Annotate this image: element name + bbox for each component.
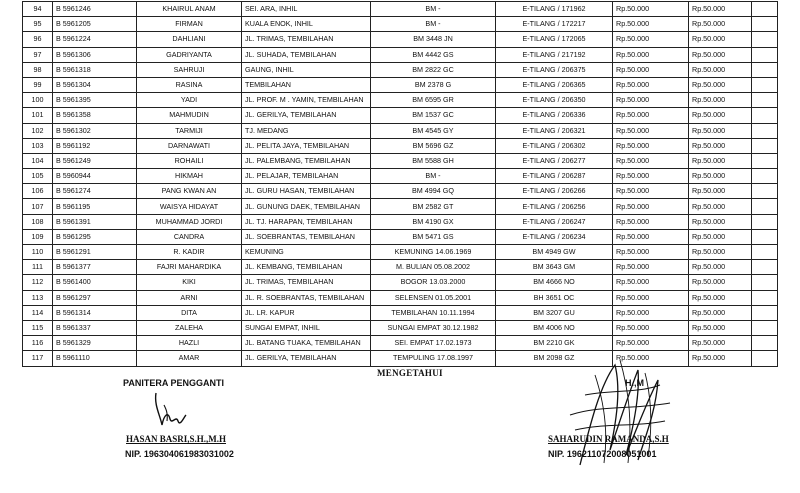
- cell-name: FAJRI MAHARDIKA: [137, 260, 242, 275]
- cell-vehicle-or-birth: TEMBILAHAN 10.11.1994: [371, 305, 496, 320]
- cell-paid-amount: Rp.50.000: [689, 229, 752, 244]
- cell-address: TJ. MEDANG: [242, 123, 371, 138]
- cell-vehicle-or-birth: BM 6595 GR: [371, 93, 496, 108]
- cell-name: ZALEHA: [137, 320, 242, 335]
- cell-name: DAHLIANI: [137, 32, 242, 47]
- cell-paid-amount: Rp.50.000: [689, 290, 752, 305]
- cell-fine-amount: Rp.50.000: [613, 229, 689, 244]
- mengetahui-label: MENGETAHUI: [377, 368, 443, 378]
- cell-paid-amount: Rp.50.000: [689, 153, 752, 168]
- left-signature: [150, 385, 190, 435]
- cell-reference: E-TILANG / 206247: [496, 214, 613, 229]
- cell-name: DARNAWATI: [137, 138, 242, 153]
- table-row: [23, 336, 778, 351]
- cell-address: JL. TRIMAS, TEMBILAHAN: [242, 275, 371, 290]
- cell-row-number: 114: [23, 305, 53, 320]
- cell-row-number: 96: [23, 32, 53, 47]
- cell-address: JL. KEMBANG, TEMBILAHAN: [242, 260, 371, 275]
- cell-ticket-number: B 5961224: [53, 32, 137, 47]
- cell-fine-amount: Rp.50.000: [613, 153, 689, 168]
- cell-vehicle-or-birth: BM -: [371, 17, 496, 32]
- cell-reference: E-TILANG / 217192: [496, 47, 613, 62]
- table-row: [23, 32, 778, 47]
- cell-row-number: 117: [23, 351, 53, 366]
- cell-paid-amount: Rp.50.000: [689, 351, 752, 366]
- cell-ticket-number: B 5961274: [53, 184, 137, 199]
- table-row: [23, 260, 778, 275]
- cell-row-number: 103: [23, 138, 53, 153]
- cell-address: JL. PROF. M . YAMIN, TEMBILAHAN: [242, 93, 371, 108]
- cell-name: YADI: [137, 93, 242, 108]
- cell-fine-amount: Rp.50.000: [613, 47, 689, 62]
- cell-fine-amount: Rp.50.000: [613, 32, 689, 47]
- cell-row-number: 94: [23, 2, 53, 17]
- table-row: [23, 62, 778, 77]
- cell-blank-cell: [752, 108, 778, 123]
- cell-blank-cell: [752, 123, 778, 138]
- cell-address: JL. BATANG TUAKA, TEMBILAHAN: [242, 336, 371, 351]
- cell-fine-amount: Rp.50.000: [613, 169, 689, 184]
- cell-address: GAUNG, INHIL: [242, 62, 371, 77]
- cell-fine-amount: Rp.50.000: [613, 77, 689, 92]
- cell-ticket-number: B 5961302: [53, 123, 137, 138]
- cell-paid-amount: Rp.50.000: [689, 32, 752, 47]
- cell-row-number: 115: [23, 320, 53, 335]
- cell-row-number: 99: [23, 77, 53, 92]
- left-signatory-nip: NIP. 196304061983031002: [125, 449, 234, 459]
- cell-vehicle-or-birth: BM 2822 GC: [371, 62, 496, 77]
- cell-blank-cell: [752, 32, 778, 47]
- cell-name: TARMIJI: [137, 123, 242, 138]
- cell-vehicle-or-birth: M. BULIAN 05.08.2002: [371, 260, 496, 275]
- cell-ticket-number: B 5961400: [53, 275, 137, 290]
- cell-fine-amount: Rp.50.000: [613, 199, 689, 214]
- cell-blank-cell: [752, 336, 778, 351]
- cell-ticket-number: B 5961110: [53, 351, 137, 366]
- cell-ticket-number: B 5961297: [53, 290, 137, 305]
- cell-blank-cell: [752, 138, 778, 153]
- cell-reference: E-TILANG / 206365: [496, 77, 613, 92]
- cell-ticket-number: B 5961314: [53, 305, 137, 320]
- cell-reference: E-TILANG / 172065: [496, 32, 613, 47]
- cell-paid-amount: Rp.50.000: [689, 2, 752, 17]
- table-row: [23, 108, 778, 123]
- cell-vehicle-or-birth: BM 2582 GT: [371, 199, 496, 214]
- cell-ticket-number: B 5961246: [53, 2, 137, 17]
- table-row: [23, 2, 778, 17]
- table-row: [23, 123, 778, 138]
- cell-reference: BM 2098 GZ: [496, 351, 613, 366]
- table-row: [23, 47, 778, 62]
- table-row: [23, 138, 778, 153]
- cell-vehicle-or-birth: BM 4545 GY: [371, 123, 496, 138]
- cell-row-number: 106: [23, 184, 53, 199]
- cell-vehicle-or-birth: BM 5696 GZ: [371, 138, 496, 153]
- cell-reference: BM 4666 NO: [496, 275, 613, 290]
- cell-ticket-number: B 5961377: [53, 260, 137, 275]
- left-signatory-title: PANITERA PENGGANTI: [123, 378, 225, 388]
- table-row: [23, 153, 778, 168]
- cell-ticket-number: B 5961358: [53, 108, 137, 123]
- table-row: [23, 229, 778, 244]
- cell-row-number: 100: [23, 93, 53, 108]
- cell-ticket-number: B 5960944: [53, 169, 137, 184]
- cell-name: R. KADIR: [137, 245, 242, 260]
- cell-ticket-number: B 5961291: [53, 245, 137, 260]
- table-row: [23, 93, 778, 108]
- cell-blank-cell: [752, 229, 778, 244]
- cell-row-number: 108: [23, 214, 53, 229]
- cell-row-number: 98: [23, 62, 53, 77]
- cell-row-number: 113: [23, 290, 53, 305]
- cell-address: JL. GURU HASAN, TEMBILAHAN: [242, 184, 371, 199]
- cell-reference: BH 3651 OC: [496, 290, 613, 305]
- cell-ticket-number: B 5961249: [53, 153, 137, 168]
- cell-fine-amount: Rp.50.000: [613, 275, 689, 290]
- cell-name: SAHRUJI: [137, 62, 242, 77]
- cell-vehicle-or-birth: BM 3448 JN: [371, 32, 496, 47]
- cell-paid-amount: Rp.50.000: [689, 245, 752, 260]
- cell-row-number: 112: [23, 275, 53, 290]
- cell-fine-amount: Rp.50.000: [613, 245, 689, 260]
- cell-paid-amount: Rp.50.000: [689, 17, 752, 32]
- fine-list-table: [22, 1, 778, 367]
- right-signatory-name: SAHARUDIN RAMANDA,S.H: [548, 434, 669, 444]
- cell-name: PANG KWAN AN: [137, 184, 242, 199]
- cell-name: ARNI: [137, 290, 242, 305]
- cell-paid-amount: Rp.50.000: [689, 169, 752, 184]
- cell-reference: E-TILANG / 206234: [496, 229, 613, 244]
- cell-vehicle-or-birth: BM 4994 GQ: [371, 184, 496, 199]
- right-signatory-title: H.,M: [625, 378, 644, 388]
- table-row: [23, 290, 778, 305]
- cell-reference: BM 2210 GK: [496, 336, 613, 351]
- cell-row-number: 111: [23, 260, 53, 275]
- cell-address: JL. GUNUNG DAEK, TEMBILAHAN: [242, 199, 371, 214]
- cell-row-number: 102: [23, 123, 53, 138]
- table-row: [23, 320, 778, 335]
- cell-blank-cell: [752, 17, 778, 32]
- cell-ticket-number: B 5961391: [53, 214, 137, 229]
- cell-name: MAHMUDIN: [137, 108, 242, 123]
- cell-blank-cell: [752, 214, 778, 229]
- cell-fine-amount: Rp.50.000: [613, 108, 689, 123]
- cell-vehicle-or-birth: BM 2378 G: [371, 77, 496, 92]
- cell-paid-amount: Rp.50.000: [689, 305, 752, 320]
- cell-address: JL. PELITA JAYA, TEMBILAHAN: [242, 138, 371, 153]
- cell-ticket-number: B 5961205: [53, 17, 137, 32]
- cell-fine-amount: Rp.50.000: [613, 260, 689, 275]
- cell-address: JL. PELAJAR, TEMBILAHAN: [242, 169, 371, 184]
- cell-fine-amount: Rp.50.000: [613, 62, 689, 77]
- cell-blank-cell: [752, 153, 778, 168]
- cell-blank-cell: [752, 351, 778, 366]
- cell-reference: E-TILANG / 171962: [496, 2, 613, 17]
- cell-paid-amount: Rp.50.000: [689, 77, 752, 92]
- cell-name: GADRIYANTA: [137, 47, 242, 62]
- cell-fine-amount: Rp.50.000: [613, 305, 689, 320]
- cell-reference: E-TILANG / 206256: [496, 199, 613, 214]
- cell-name: CANDRA: [137, 229, 242, 244]
- cell-fine-amount: Rp.50.000: [613, 93, 689, 108]
- cell-row-number: 95: [23, 17, 53, 32]
- cell-address: JL. R. SOEBRANTAS, TEMBILAHAN: [242, 290, 371, 305]
- cell-paid-amount: Rp.50.000: [689, 336, 752, 351]
- cell-address: JL. SUHADA, TEMBILAHAN: [242, 47, 371, 62]
- cell-row-number: 109: [23, 229, 53, 244]
- table-row: [23, 275, 778, 290]
- cell-vehicle-or-birth: SEI. EMPAT 17.02.1973: [371, 336, 496, 351]
- cell-blank-cell: [752, 47, 778, 62]
- cell-row-number: 105: [23, 169, 53, 184]
- cell-fine-amount: Rp.50.000: [613, 351, 689, 366]
- cell-address: JL. GERILYA, TEMBILAHAN: [242, 351, 371, 366]
- cell-reference: E-TILANG / 172217: [496, 17, 613, 32]
- cell-paid-amount: Rp.50.000: [689, 260, 752, 275]
- cell-fine-amount: Rp.50.000: [613, 123, 689, 138]
- cell-vehicle-or-birth: BM 4442 GS: [371, 47, 496, 62]
- right-signatory-nip: NIP. 196211072008051001: [548, 449, 657, 459]
- cell-paid-amount: Rp.50.000: [689, 184, 752, 199]
- cell-name: RASINA: [137, 77, 242, 92]
- cell-paid-amount: Rp.50.000: [689, 199, 752, 214]
- cell-fine-amount: Rp.50.000: [613, 17, 689, 32]
- cell-blank-cell: [752, 305, 778, 320]
- cell-blank-cell: [752, 2, 778, 17]
- table-row: [23, 214, 778, 229]
- cell-name: MUHAMMAD JORDI: [137, 214, 242, 229]
- cell-paid-amount: Rp.50.000: [689, 123, 752, 138]
- cell-address: KEMUNING: [242, 245, 371, 260]
- cell-fine-amount: Rp.50.000: [613, 290, 689, 305]
- cell-reference: BM 3207 GU: [496, 305, 613, 320]
- cell-reference: E-TILANG / 206302: [496, 138, 613, 153]
- cell-paid-amount: Rp.50.000: [689, 93, 752, 108]
- cell-ticket-number: B 5961337: [53, 320, 137, 335]
- cell-vehicle-or-birth: BM -: [371, 169, 496, 184]
- cell-name: KIKI: [137, 275, 242, 290]
- cell-address: JL. PALEMBANG, TEMBILAHAN: [242, 153, 371, 168]
- table-row: [23, 245, 778, 260]
- cell-paid-amount: Rp.50.000: [689, 62, 752, 77]
- cell-vehicle-or-birth: BM 5588 GH: [371, 153, 496, 168]
- cell-reference: BM 3643 GM: [496, 260, 613, 275]
- cell-fine-amount: Rp.50.000: [613, 2, 689, 17]
- cell-blank-cell: [752, 245, 778, 260]
- cell-blank-cell: [752, 77, 778, 92]
- cell-row-number: 116: [23, 336, 53, 351]
- cell-row-number: 101: [23, 108, 53, 123]
- cell-blank-cell: [752, 320, 778, 335]
- cell-blank-cell: [752, 275, 778, 290]
- cell-fine-amount: Rp.50.000: [613, 336, 689, 351]
- cell-name: AMAR: [137, 351, 242, 366]
- cell-name: KHAIRUL ANAM: [137, 2, 242, 17]
- cell-address: SUNGAI EMPAT, INHIL: [242, 320, 371, 335]
- cell-vehicle-or-birth: SELENSEN 01.05.2001: [371, 290, 496, 305]
- cell-address: JL. SOEBRANTAS, TEMBILAHAN: [242, 229, 371, 244]
- cell-blank-cell: [752, 62, 778, 77]
- cell-reference: E-TILANG / 206287: [496, 169, 613, 184]
- cell-vehicle-or-birth: SUNGAI EMPAT 30.12.1982: [371, 320, 496, 335]
- cell-ticket-number: B 5961195: [53, 199, 137, 214]
- table-row: [23, 199, 778, 214]
- cell-paid-amount: Rp.50.000: [689, 214, 752, 229]
- cell-row-number: 110: [23, 245, 53, 260]
- cell-paid-amount: Rp.50.000: [689, 320, 752, 335]
- cell-fine-amount: Rp.50.000: [613, 184, 689, 199]
- cell-reference: E-TILANG / 206321: [496, 123, 613, 138]
- cell-row-number: 97: [23, 47, 53, 62]
- cell-vehicle-or-birth: TEMPULING 17.08.1997: [371, 351, 496, 366]
- cell-ticket-number: B 5961304: [53, 77, 137, 92]
- cell-vehicle-or-birth: BM 4190 GX: [371, 214, 496, 229]
- cell-reference: BM 4006 NO: [496, 320, 613, 335]
- cell-paid-amount: Rp.50.000: [689, 47, 752, 62]
- cell-name: HAZLI: [137, 336, 242, 351]
- cell-fine-amount: Rp.50.000: [613, 138, 689, 153]
- cell-address: JL. TRIMAS, TEMBILAHAN: [242, 32, 371, 47]
- cell-fine-amount: Rp.50.000: [613, 214, 689, 229]
- cell-blank-cell: [752, 169, 778, 184]
- cell-ticket-number: B 5961395: [53, 93, 137, 108]
- cell-ticket-number: B 5961318: [53, 62, 137, 77]
- cell-name: ROHAILI: [137, 153, 242, 168]
- cell-paid-amount: Rp.50.000: [689, 108, 752, 123]
- cell-row-number: 104: [23, 153, 53, 168]
- cell-name: DITA: [137, 305, 242, 320]
- table-row: [23, 77, 778, 92]
- cell-address: JL. TJ. HARAPAN, TEMBILAHAN: [242, 214, 371, 229]
- cell-vehicle-or-birth: BM 1537 GC: [371, 108, 496, 123]
- cell-blank-cell: [752, 260, 778, 275]
- cell-blank-cell: [752, 93, 778, 108]
- table-row: [23, 184, 778, 199]
- cell-row-number: 107: [23, 199, 53, 214]
- cell-vehicle-or-birth: BM -: [371, 2, 496, 17]
- cell-reference: E-TILANG / 206336: [496, 108, 613, 123]
- cell-blank-cell: [752, 199, 778, 214]
- cell-vehicle-or-birth: KEMUNING 14.06.1969: [371, 245, 496, 260]
- cell-blank-cell: [752, 184, 778, 199]
- cell-name: WAISYA HIDAYAT: [137, 199, 242, 214]
- cell-address: TEMBILAHAN: [242, 77, 371, 92]
- cell-address: SEI. ARA, INHIL: [242, 2, 371, 17]
- cell-ticket-number: B 5961306: [53, 47, 137, 62]
- cell-ticket-number: B 5961295: [53, 229, 137, 244]
- cell-reference: E-TILANG / 206375: [496, 62, 613, 77]
- cell-address: JL. LR. KAPUR: [242, 305, 371, 320]
- table-row: [23, 17, 778, 32]
- left-signatory-name: HASAN BASRI,S.H.,M.H: [126, 434, 227, 444]
- cell-vehicle-or-birth: BM 5471 GS: [371, 229, 496, 244]
- cell-vehicle-or-birth: BOGOR 13.03.2000: [371, 275, 496, 290]
- cell-ticket-number: B 5961192: [53, 138, 137, 153]
- cell-blank-cell: [752, 290, 778, 305]
- cell-reference: E-TILANG / 206277: [496, 153, 613, 168]
- cell-name: FIRMAN: [137, 17, 242, 32]
- cell-ticket-number: B 5961329: [53, 336, 137, 351]
- table-body: [23, 2, 778, 367]
- cell-paid-amount: Rp.50.000: [689, 275, 752, 290]
- cell-address: KUALA ENOK, INHIL: [242, 17, 371, 32]
- cell-name: HIKMAH: [137, 169, 242, 184]
- cell-paid-amount: Rp.50.000: [689, 138, 752, 153]
- cell-reference: E-TILANG / 206350: [496, 93, 613, 108]
- table-row: [23, 305, 778, 320]
- cell-address: JL. GERILYA, TEMBILAHAN: [242, 108, 371, 123]
- cell-fine-amount: Rp.50.000: [613, 320, 689, 335]
- cell-reference: E-TILANG / 206266: [496, 184, 613, 199]
- table-row: [23, 169, 778, 184]
- cell-reference: BM 4949 GW: [496, 245, 613, 260]
